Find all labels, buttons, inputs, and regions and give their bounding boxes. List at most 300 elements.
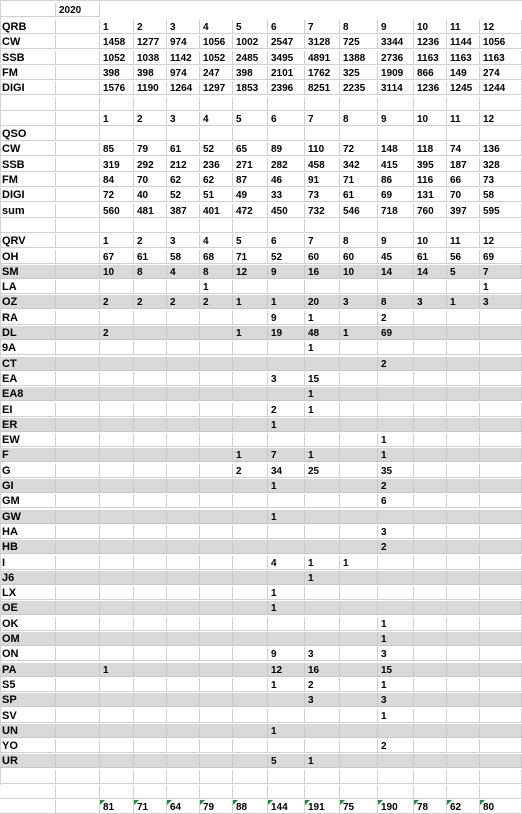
- data-cell[interactable]: [480, 571, 522, 585]
- data-cell[interactable]: [447, 280, 480, 294]
- data-cell[interactable]: [378, 403, 414, 417]
- data-cell[interactable]: 2: [378, 479, 414, 493]
- data-cell[interactable]: [233, 494, 268, 508]
- data-cell[interactable]: [447, 403, 480, 417]
- data-cell[interactable]: 1388: [340, 51, 378, 65]
- data-cell[interactable]: [200, 586, 233, 600]
- data-cell[interactable]: [414, 280, 447, 294]
- data-cell[interactable]: [100, 464, 134, 478]
- data-cell[interactable]: [200, 510, 233, 524]
- row-label-cell[interactable]: RA: [0, 311, 56, 325]
- data-cell[interactable]: [100, 556, 134, 570]
- data-cell[interactable]: [134, 311, 167, 325]
- data-cell[interactable]: [480, 647, 522, 661]
- data-cell[interactable]: 2736: [378, 51, 414, 65]
- data-cell[interactable]: 2396: [268, 81, 305, 95]
- data-cell[interactable]: [134, 571, 167, 585]
- empty-cell[interactable]: [56, 51, 100, 65]
- data-cell[interactable]: 1236: [414, 81, 447, 95]
- data-cell[interactable]: 9: [378, 20, 414, 34]
- data-cell[interactable]: [480, 663, 522, 677]
- row-label-cell[interactable]: [0, 97, 56, 111]
- data-cell[interactable]: 187: [447, 158, 480, 172]
- data-cell[interactable]: 12: [233, 265, 268, 279]
- data-cell[interactable]: [200, 739, 233, 753]
- data-cell[interactable]: 69: [378, 188, 414, 202]
- data-cell[interactable]: 12: [268, 663, 305, 677]
- data-cell[interactable]: [233, 418, 268, 432]
- row-label-cell[interactable]: GM: [0, 494, 56, 508]
- data-cell[interactable]: [134, 754, 167, 768]
- data-cell[interactable]: [100, 785, 134, 799]
- data-cell[interactable]: [268, 785, 305, 799]
- data-cell[interactable]: [480, 372, 522, 386]
- data-cell[interactable]: [233, 724, 268, 738]
- data-cell[interactable]: [134, 97, 167, 111]
- data-cell[interactable]: [414, 586, 447, 600]
- data-cell[interactable]: 9: [268, 265, 305, 279]
- data-cell[interactable]: 2: [305, 678, 340, 692]
- data-cell[interactable]: 48: [305, 326, 340, 340]
- data-cell[interactable]: [480, 494, 522, 508]
- data-cell[interactable]: [134, 326, 167, 340]
- data-cell[interactable]: [340, 693, 378, 707]
- data-cell[interactable]: 1: [305, 341, 340, 355]
- empty-cell[interactable]: [56, 770, 100, 784]
- data-cell[interactable]: 61: [340, 188, 378, 202]
- data-cell[interactable]: 11: [447, 234, 480, 248]
- data-cell[interactable]: [134, 693, 167, 707]
- data-cell[interactable]: 15: [378, 663, 414, 677]
- data-cell[interactable]: [134, 464, 167, 478]
- data-cell[interactable]: [414, 418, 447, 432]
- data-cell[interactable]: [167, 586, 200, 600]
- data-cell[interactable]: 5: [233, 20, 268, 34]
- data-cell[interactable]: [305, 357, 340, 371]
- data-cell[interactable]: 292: [134, 158, 167, 172]
- data-cell[interactable]: 15: [305, 372, 340, 386]
- data-cell[interactable]: [305, 510, 340, 524]
- data-cell[interactable]: 1909: [378, 66, 414, 80]
- data-cell[interactable]: 69: [378, 326, 414, 340]
- data-cell[interactable]: [167, 663, 200, 677]
- data-cell[interactable]: 1002: [233, 35, 268, 49]
- data-cell[interactable]: [340, 785, 378, 799]
- row-label-cell[interactable]: DIGI: [0, 188, 56, 202]
- data-cell[interactable]: 1: [233, 295, 268, 309]
- data-cell[interactable]: [414, 709, 447, 723]
- data-cell[interactable]: 1056: [200, 35, 233, 49]
- row-label-cell[interactable]: [0, 112, 56, 126]
- data-cell[interactable]: [233, 280, 268, 294]
- data-cell[interactable]: [167, 647, 200, 661]
- data-cell[interactable]: [480, 479, 522, 493]
- data-cell[interactable]: 3128: [305, 35, 340, 49]
- data-cell[interactable]: 10: [414, 234, 447, 248]
- data-cell[interactable]: 14: [378, 265, 414, 279]
- total-cell[interactable]: 62: [447, 800, 480, 814]
- data-cell[interactable]: 560: [100, 204, 134, 218]
- empty-cell[interactable]: [56, 97, 100, 111]
- data-cell[interactable]: 3: [480, 295, 522, 309]
- data-cell[interactable]: [414, 617, 447, 631]
- data-cell[interactable]: 1: [268, 586, 305, 600]
- empty-cell[interactable]: [56, 188, 100, 202]
- data-cell[interactable]: 12: [480, 112, 522, 126]
- data-cell[interactable]: [340, 617, 378, 631]
- data-cell[interactable]: [378, 341, 414, 355]
- data-cell[interactable]: [100, 403, 134, 417]
- data-cell[interactable]: 1: [100, 234, 134, 248]
- data-cell[interactable]: 12: [480, 20, 522, 34]
- data-cell[interactable]: [134, 739, 167, 753]
- data-cell[interactable]: 1: [268, 295, 305, 309]
- data-cell[interactable]: [480, 387, 522, 401]
- data-cell[interactable]: [340, 311, 378, 325]
- data-cell[interactable]: 66: [447, 173, 480, 187]
- data-cell[interactable]: [200, 127, 233, 141]
- data-cell[interactable]: [167, 387, 200, 401]
- data-cell[interactable]: [268, 693, 305, 707]
- data-cell[interactable]: 118: [414, 142, 447, 156]
- data-cell[interactable]: 87: [233, 173, 268, 187]
- data-cell[interactable]: [268, 770, 305, 784]
- row-label-cell[interactable]: DIGI: [0, 81, 56, 95]
- data-cell[interactable]: 1236: [414, 35, 447, 49]
- data-cell[interactable]: [200, 663, 233, 677]
- data-cell[interactable]: [167, 341, 200, 355]
- row-label-cell[interactable]: PA: [0, 663, 56, 677]
- data-cell[interactable]: [268, 571, 305, 585]
- row-label-cell[interactable]: EA: [0, 372, 56, 386]
- data-cell[interactable]: [233, 479, 268, 493]
- data-cell[interactable]: [480, 97, 522, 111]
- data-cell[interactable]: [414, 540, 447, 554]
- data-cell[interactable]: 1297: [200, 81, 233, 95]
- data-cell[interactable]: [378, 97, 414, 111]
- empty-cell[interactable]: [56, 433, 100, 447]
- data-cell[interactable]: 1: [378, 433, 414, 447]
- data-cell[interactable]: [414, 525, 447, 539]
- data-cell[interactable]: 25: [305, 464, 340, 478]
- data-cell[interactable]: [233, 403, 268, 417]
- data-cell[interactable]: [447, 418, 480, 432]
- data-cell[interactable]: [340, 357, 378, 371]
- data-cell[interactable]: 2: [100, 326, 134, 340]
- data-cell[interactable]: [134, 647, 167, 661]
- data-cell[interactable]: 74: [447, 142, 480, 156]
- empty-cell[interactable]: [56, 357, 100, 371]
- row-label-cell[interactable]: [0, 219, 56, 233]
- data-cell[interactable]: [134, 663, 167, 677]
- data-cell[interactable]: [480, 770, 522, 784]
- data-cell[interactable]: [233, 647, 268, 661]
- data-cell[interactable]: [340, 387, 378, 401]
- data-cell[interactable]: [233, 540, 268, 554]
- data-cell[interactable]: [167, 127, 200, 141]
- data-cell[interactable]: 9: [378, 234, 414, 248]
- empty-cell[interactable]: [56, 326, 100, 340]
- empty-cell[interactable]: [56, 678, 100, 692]
- data-cell[interactable]: 1163: [480, 51, 522, 65]
- data-cell[interactable]: 1: [378, 617, 414, 631]
- data-cell[interactable]: 546: [340, 204, 378, 218]
- data-cell[interactable]: [447, 341, 480, 355]
- data-cell[interactable]: 84: [100, 173, 134, 187]
- data-cell[interactable]: [233, 678, 268, 692]
- data-cell[interactable]: 725: [340, 35, 378, 49]
- empty-cell[interactable]: [56, 204, 100, 218]
- data-cell[interactable]: [447, 387, 480, 401]
- data-cell[interactable]: [447, 647, 480, 661]
- data-cell[interactable]: 148: [378, 142, 414, 156]
- data-cell[interactable]: [134, 632, 167, 646]
- data-cell[interactable]: [414, 357, 447, 371]
- data-cell[interactable]: [200, 754, 233, 768]
- data-cell[interactable]: 2: [268, 403, 305, 417]
- data-cell[interactable]: 1: [447, 295, 480, 309]
- data-cell[interactable]: [414, 219, 447, 233]
- data-cell[interactable]: 2: [378, 311, 414, 325]
- data-cell[interactable]: 3344: [378, 35, 414, 49]
- data-cell[interactable]: 70: [134, 173, 167, 187]
- data-cell[interactable]: 79: [134, 142, 167, 156]
- data-cell[interactable]: [200, 571, 233, 585]
- data-cell[interactable]: [233, 387, 268, 401]
- data-cell[interactable]: 10: [414, 20, 447, 34]
- data-cell[interactable]: 342: [340, 158, 378, 172]
- row-label-cell[interactable]: FM: [0, 173, 56, 187]
- data-cell[interactable]: [233, 219, 268, 233]
- data-cell[interactable]: [100, 678, 134, 692]
- data-cell[interactable]: [134, 357, 167, 371]
- data-cell[interactable]: [100, 448, 134, 462]
- empty-cell[interactable]: [56, 387, 100, 401]
- data-cell[interactable]: [200, 464, 233, 478]
- data-cell[interactable]: [268, 525, 305, 539]
- data-cell[interactable]: [268, 433, 305, 447]
- data-cell[interactable]: [134, 280, 167, 294]
- data-cell[interactable]: [167, 540, 200, 554]
- data-cell[interactable]: 398: [100, 66, 134, 80]
- total-cell[interactable]: 144: [268, 800, 305, 814]
- data-cell[interactable]: [340, 433, 378, 447]
- data-cell[interactable]: [200, 326, 233, 340]
- data-cell[interactable]: 52: [167, 188, 200, 202]
- empty-cell[interactable]: [56, 556, 100, 570]
- data-cell[interactable]: 73: [305, 188, 340, 202]
- data-cell[interactable]: 14: [414, 265, 447, 279]
- data-cell[interactable]: [340, 510, 378, 524]
- data-cell[interactable]: [233, 693, 268, 707]
- data-cell[interactable]: [378, 571, 414, 585]
- data-cell[interactable]: [233, 663, 268, 677]
- data-cell[interactable]: [340, 770, 378, 784]
- data-cell[interactable]: 2: [378, 357, 414, 371]
- data-cell[interactable]: [100, 127, 134, 141]
- empty-cell[interactable]: [56, 81, 100, 95]
- data-cell[interactable]: [167, 724, 200, 738]
- data-cell[interactable]: 3: [268, 372, 305, 386]
- data-cell[interactable]: [305, 219, 340, 233]
- data-cell[interactable]: [480, 754, 522, 768]
- data-cell[interactable]: [447, 785, 480, 799]
- data-cell[interactable]: [200, 311, 233, 325]
- data-cell[interactable]: 1: [268, 479, 305, 493]
- data-cell[interactable]: [167, 525, 200, 539]
- data-cell[interactable]: 3: [340, 295, 378, 309]
- data-cell[interactable]: [340, 280, 378, 294]
- data-cell[interactable]: [200, 540, 233, 554]
- data-cell[interactable]: 71: [340, 173, 378, 187]
- data-cell[interactable]: [100, 647, 134, 661]
- data-cell[interactable]: [480, 311, 522, 325]
- data-cell[interactable]: [447, 601, 480, 615]
- data-cell[interactable]: [340, 403, 378, 417]
- data-cell[interactable]: 3495: [268, 51, 305, 65]
- data-cell[interactable]: [233, 586, 268, 600]
- data-cell[interactable]: [134, 219, 167, 233]
- data-cell[interactable]: [447, 724, 480, 738]
- data-cell[interactable]: [447, 219, 480, 233]
- data-cell[interactable]: 3: [305, 647, 340, 661]
- data-cell[interactable]: 319: [100, 158, 134, 172]
- data-cell[interactable]: [167, 693, 200, 707]
- data-cell[interactable]: [167, 219, 200, 233]
- data-cell[interactable]: [340, 464, 378, 478]
- data-cell[interactable]: [233, 571, 268, 585]
- data-cell[interactable]: [340, 372, 378, 386]
- data-cell[interactable]: [200, 724, 233, 738]
- data-cell[interactable]: [414, 632, 447, 646]
- data-cell[interactable]: [414, 341, 447, 355]
- data-cell[interactable]: [100, 754, 134, 768]
- data-cell[interactable]: [305, 525, 340, 539]
- data-cell[interactable]: [200, 601, 233, 615]
- data-cell[interactable]: [167, 464, 200, 478]
- data-cell[interactable]: [233, 97, 268, 111]
- data-cell[interactable]: 1245: [447, 81, 480, 95]
- data-cell[interactable]: [233, 127, 268, 141]
- data-cell[interactable]: [340, 341, 378, 355]
- data-cell[interactable]: 3: [378, 525, 414, 539]
- data-cell[interactable]: [305, 739, 340, 753]
- data-cell[interactable]: 12: [480, 234, 522, 248]
- data-cell[interactable]: [480, 785, 522, 799]
- data-cell[interactable]: 1: [378, 632, 414, 646]
- data-cell[interactable]: [378, 280, 414, 294]
- data-cell[interactable]: [480, 724, 522, 738]
- data-cell[interactable]: 33: [268, 188, 305, 202]
- data-cell[interactable]: [167, 556, 200, 570]
- data-cell[interactable]: 5: [233, 112, 268, 126]
- data-cell[interactable]: 1762: [305, 66, 340, 80]
- data-cell[interactable]: 5: [447, 265, 480, 279]
- row-label-cell[interactable]: OM: [0, 632, 56, 646]
- data-cell[interactable]: [233, 785, 268, 799]
- row-label-cell[interactable]: QRV: [0, 234, 56, 248]
- data-cell[interactable]: 4: [268, 556, 305, 570]
- data-cell[interactable]: [200, 448, 233, 462]
- data-cell[interactable]: 65: [233, 142, 268, 156]
- data-cell[interactable]: 1: [305, 571, 340, 585]
- data-cell[interactable]: [233, 770, 268, 784]
- data-cell[interactable]: [100, 571, 134, 585]
- data-cell[interactable]: [200, 433, 233, 447]
- row-label-cell[interactable]: ON: [0, 647, 56, 661]
- data-cell[interactable]: [100, 479, 134, 493]
- data-cell[interactable]: 2: [200, 295, 233, 309]
- data-cell[interactable]: [414, 663, 447, 677]
- row-label-cell[interactable]: EI: [0, 403, 56, 417]
- data-cell[interactable]: 7: [480, 265, 522, 279]
- data-cell[interactable]: 45: [378, 250, 414, 264]
- data-cell[interactable]: [200, 617, 233, 631]
- data-cell[interactable]: 136: [480, 142, 522, 156]
- data-cell[interactable]: [100, 387, 134, 401]
- data-cell[interactable]: [480, 617, 522, 631]
- total-cell[interactable]: 81: [100, 800, 134, 814]
- data-cell[interactable]: 1052: [200, 51, 233, 65]
- data-cell[interactable]: [414, 448, 447, 462]
- data-cell[interactable]: 70: [447, 188, 480, 202]
- data-cell[interactable]: [414, 724, 447, 738]
- data-cell[interactable]: [134, 709, 167, 723]
- data-cell[interactable]: [233, 433, 268, 447]
- data-cell[interactable]: 7: [305, 20, 340, 34]
- data-cell[interactable]: [134, 372, 167, 386]
- data-cell[interactable]: [378, 418, 414, 432]
- data-cell[interactable]: [447, 693, 480, 707]
- data-cell[interactable]: 71: [233, 250, 268, 264]
- data-cell[interactable]: 974: [167, 35, 200, 49]
- data-cell[interactable]: 72: [340, 142, 378, 156]
- data-cell[interactable]: [447, 357, 480, 371]
- data-cell[interactable]: 1: [378, 448, 414, 462]
- data-cell[interactable]: [414, 494, 447, 508]
- data-cell[interactable]: [340, 494, 378, 508]
- data-cell[interactable]: 1853: [233, 81, 268, 95]
- data-cell[interactable]: [447, 479, 480, 493]
- row-label-cell[interactable]: CW: [0, 35, 56, 49]
- data-cell[interactable]: 481: [134, 204, 167, 218]
- data-cell[interactable]: 2235: [340, 81, 378, 95]
- data-cell[interactable]: [200, 403, 233, 417]
- data-cell[interactable]: [414, 693, 447, 707]
- data-cell[interactable]: [305, 280, 340, 294]
- row-label-cell[interactable]: SP: [0, 693, 56, 707]
- data-cell[interactable]: [480, 601, 522, 615]
- data-cell[interactable]: 760: [414, 204, 447, 218]
- data-cell[interactable]: 11: [447, 112, 480, 126]
- data-cell[interactable]: [233, 739, 268, 753]
- data-cell[interactable]: [447, 326, 480, 340]
- data-cell[interactable]: [480, 709, 522, 723]
- data-cell[interactable]: [305, 494, 340, 508]
- empty-cell[interactable]: [56, 647, 100, 661]
- data-cell[interactable]: 68: [200, 250, 233, 264]
- row-label-cell[interactable]: LX: [0, 586, 56, 600]
- data-cell[interactable]: [100, 510, 134, 524]
- data-cell[interactable]: [340, 525, 378, 539]
- data-cell[interactable]: [447, 127, 480, 141]
- data-cell[interactable]: 149: [447, 66, 480, 80]
- data-cell[interactable]: [167, 617, 200, 631]
- empty-cell[interactable]: [56, 219, 100, 233]
- data-cell[interactable]: [134, 127, 167, 141]
- data-cell[interactable]: [200, 372, 233, 386]
- data-cell[interactable]: [134, 556, 167, 570]
